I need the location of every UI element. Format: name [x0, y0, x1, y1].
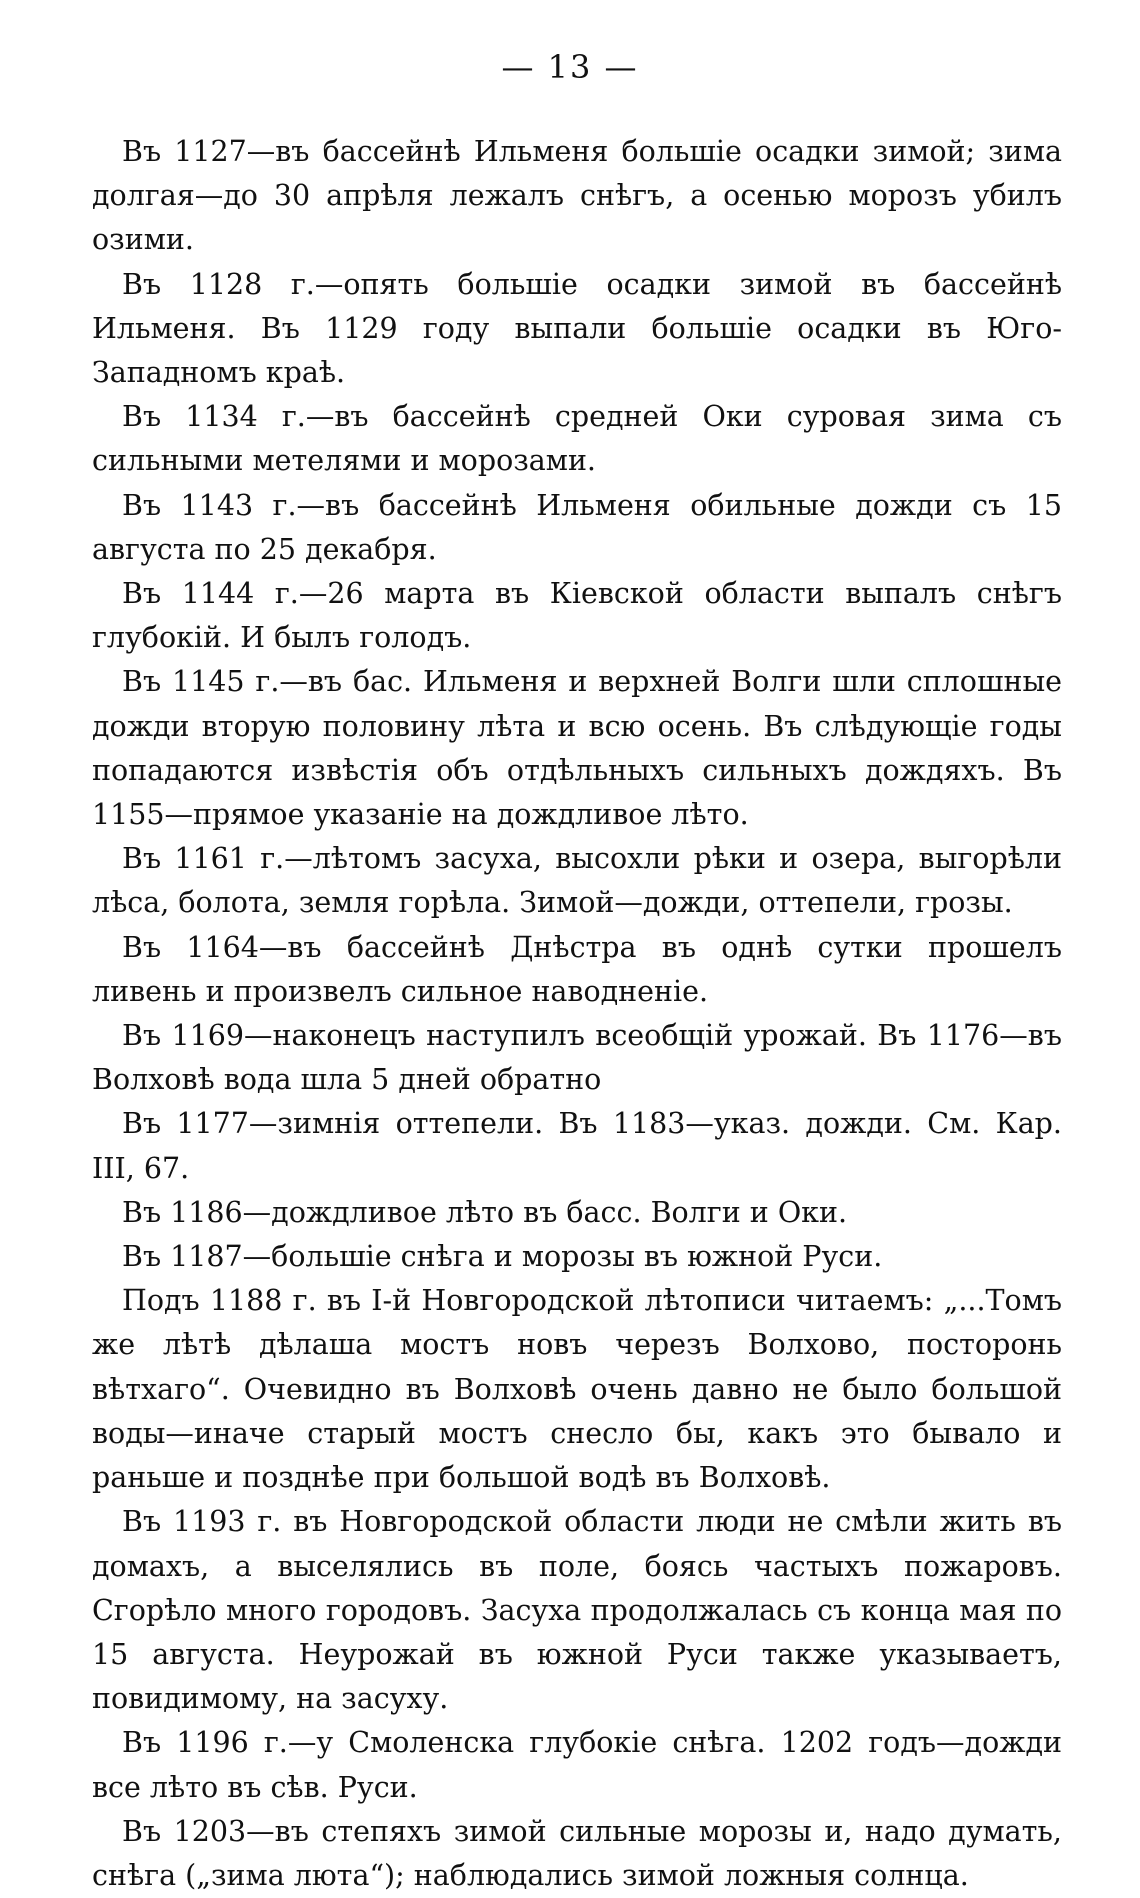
paragraph-1177: Въ 1177—зимнія оттепели. Въ 1183—указ. дожди. См. Кар. III, 67.: [92, 1107, 1062, 1185]
paragraph-1188: Подъ 1188 г. въ I-й Новгородской лѣтописи читаемъ: „...Томъ же лѣтѣ дѣлаша мостъ новъ черезъ Волхово, посторонь вѣтхаго“. Очевидно въ Волховѣ очень давно не было большой воды—иначе старый мостъ снесло бы, какъ это бывало и раньше и позднѣе при большой водѣ въ Волховѣ.: [92, 1284, 1062, 1495]
paragraph-1164: Въ 1164—въ бассейнѣ Днѣстра въ однѣ сутки прошелъ ливень и произвелъ сильное наводненіе.: [92, 930, 1062, 1008]
paragraph-1143: Въ 1143 г.—въ бассейнѣ Ильменя обильные дожди съ 15 августа по 25 декабря.: [92, 488, 1062, 566]
paragraph-1134: Въ 1134 г.—въ бассейнѣ средней Оки суровая зима съ сильными метелями и морозами.: [92, 400, 1062, 478]
paragraph-1186: Въ 1186—дождливое лѣто въ басс. Волги и Оки.: [122, 1195, 848, 1229]
paragraph-1193: Въ 1193 г. въ Новгородской области люди не смѣли жить въ домахъ, а выселялись въ поле, боясь частыхъ пожаровъ. Сгорѣло много городовъ. Засуха продолжалась съ конца мая по 15 августа. Неурожай въ южной Руси также указываетъ, повидимому, на засуху.: [92, 1505, 1062, 1716]
paragraph-1161: Въ 1161 г.—лѣтомъ засуха, высохли рѣки и озера, выгорѣли лѣса, болота, земля горѣла. Зимой—дожди, оттепели, грозы.: [92, 842, 1062, 920]
paragraph-1203: Въ 1203—въ степяхъ зимой сильные морозы и, надо думать, снѣга („зима люта“); наблюдались зимой ложныя солнца.: [92, 1814, 1062, 1892]
paragraph-1169: Въ 1169—наконецъ наступилъ всеобщій урожай. Въ 1176—въ Волховѣ вода шла 5 дней обратно: [92, 1019, 1062, 1097]
page-text: [92, 130, 1062, 1898]
paragraph-1128: Въ 1128 г.—опять большіе осадки зимой въ бассейнѣ Ильменя. Въ 1129 году выпали большіе осадки въ Юго-Западномъ краѣ.: [92, 267, 1062, 390]
page-number: — 13 —: [501, 48, 639, 86]
paragraph-1144: Въ 1144 г.—26 марта въ Кіевской области выпалъ снѣгъ глубокій. И былъ голодъ.: [92, 577, 1062, 655]
paragraph-1187: Въ 1187—большіе снѣга и морозы въ южной Руси.: [122, 1240, 883, 1274]
paragraph-1196: Въ 1196 г.—у Смоленска глубокіе снѣга. 1202 годъ—дожди все лѣто въ сѣв. Руси.: [92, 1726, 1062, 1804]
paragraph-1127: Въ 1127—въ бассейнѣ Ильменя большіе осадки зимой; зима долгая—до 30 апрѣля лежалъ снѣгъ, а осенью морозъ убилъ озими.: [92, 135, 1062, 257]
paragraph-1145: Въ 1145 г.—въ бас. Ильменя и верхней Волги шли сплошные дожди вторую половину лѣта и всю осень. Въ слѣдующіе годы попадаются извѣстія объ отдѣльныхъ сильныхъ дождяхъ. Въ 1155—прямое указаніе на дождливое лѣто.: [92, 665, 1062, 832]
